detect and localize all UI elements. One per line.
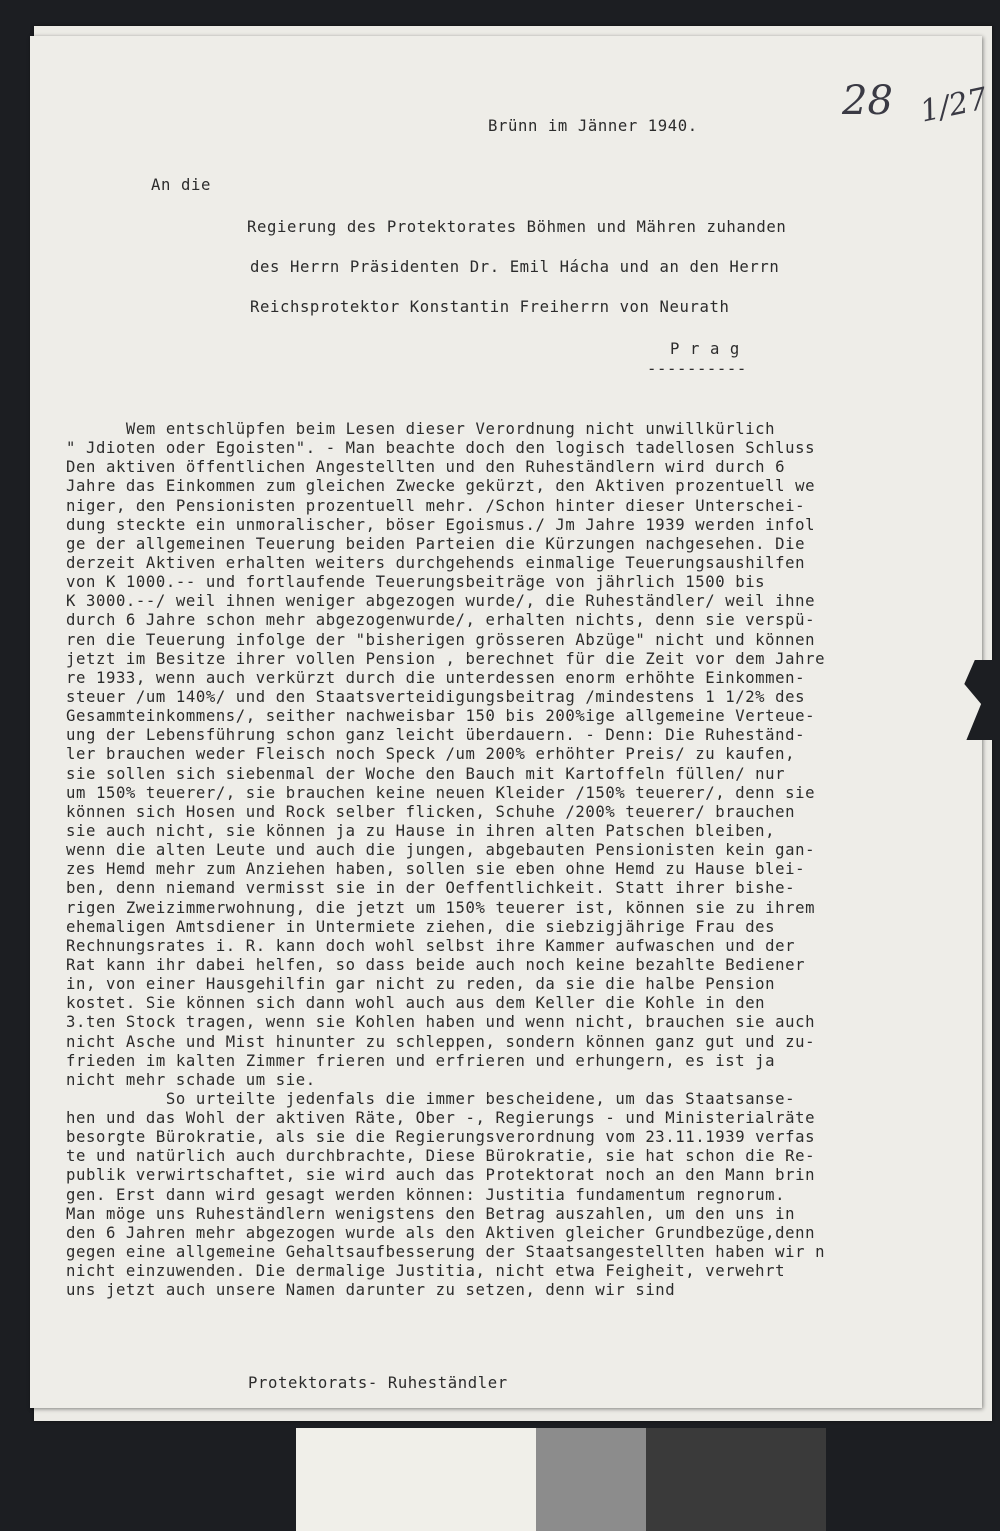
body-line: dung steckte ein unmoralischer, böser Egoismus./ Jm Jahre 1939 werden infol — [66, 515, 816, 534]
body-line: den 6 Jahren mehr abgezogen wurde als den Aktiven gleicher Grundbezüge,denn — [66, 1223, 816, 1242]
body-line: frieden im kalten Zimmer frieren und erfrieren und erhungern, es ist ja — [66, 1051, 776, 1070]
body-line: derzeit Aktiven erhalten weiters durchgehends einmalige Teuerungsaushilfen — [66, 553, 806, 572]
body-line: nicht mehr schade um sie. — [66, 1070, 316, 1089]
address-line-1: Regierung des Protektorates Böhmen und Mähren zuhanden — [247, 218, 787, 236]
body-line: ung der Lebensführung schon ganz leicht überdauern. - Denn: Die Ruheständ- — [66, 726, 806, 745]
handwritten-reference: 1/27 — [917, 81, 991, 130]
body-line: Rechnungsrates i. R. kann doch wohl selbst ihre Kammer aufwaschen und der — [66, 936, 796, 955]
body-line: durch 6 Jahre schon mehr abgezogenwurde/, erhalten nichts, denn sie verspü- — [66, 611, 816, 630]
body-line: ge der allgemeinen Teuerung beiden Parteien die Kürzungen nachgesehen. Die — [66, 534, 806, 553]
body-line: gen. Erst dann wird gesagt werden können: Justitia fundamentum regnorum. — [66, 1185, 786, 1204]
body-line: K 3000.--/ weil ihnen weniger abgezogen wurde/, die Ruheständler/ weil ihne — [66, 592, 816, 611]
body-line: te und natürlich auch durchbrachte, Diese Bürokratie, sie hat schon die Re- — [66, 1147, 816, 1166]
body-line: Wem entschlüpfen beim Lesen dieser Verordnung nicht unwillkürlich — [66, 420, 776, 438]
body-line: wenn die alten Leute und auch die jungen, abgebauten Pensionisten kein gan- — [66, 841, 816, 860]
body-line: uns jetzt auch unsere Namen darunter zu setzen, denn wir sind — [66, 1281, 676, 1300]
body-line: können sich Hosen und Rock selber flicken, Schuhe /200% teuerer/ brauchen — [66, 802, 796, 821]
body-line: ehemaligen Amtsdiener in Untermiete ziehen, die siebzigjährige Frau des — [66, 917, 776, 936]
date-line: Brünn im Jänner 1940. — [488, 117, 698, 135]
body-line: um 150% teuerer/, sie brauchen keine neuen Kleider /150% teuerer/, denn sie — [66, 783, 816, 802]
body-line: ben, denn niemand vermisst sie in der Oeffentlichkeit. Statt ihrer bishe- — [66, 879, 796, 898]
body-line: niger, den Pensionisten prozentuell mehr. /Schon hinter dieser Unterschei- — [66, 496, 806, 515]
body-line: So urteilte jedenfals die immer bescheidene, um das Staatsanse- — [66, 1089, 796, 1108]
address-line-3: Reichsprotektor Konstantin Freiherrn von Neurath — [250, 298, 730, 316]
body-line: gegen eine allgemeine Gehaltsaufbesserung der Staatsangestellten haben wir n — [66, 1243, 826, 1262]
body-line: nicht Asche und Mist hinunter zu schleppen, sondern können ganz gut und zu- — [66, 1032, 816, 1051]
address-salutation: An die — [151, 176, 211, 194]
handwritten-number: 28 — [842, 78, 893, 124]
body-line: Jahre das Einkommen zum gleichen Zwecke gekürzt, den Aktiven prozentuell we — [66, 477, 816, 496]
address-city-rule: ---------- — [647, 360, 747, 378]
body-line: sie sollen sich siebenmal der Woche den Bauch mit Kartoffeln füllen/ nur — [66, 764, 786, 783]
address-line-2: des Herrn Präsidenten Dr. Emil Hácha und an den Herrn — [250, 258, 780, 276]
body-line: 3.ten Stock tragen, wenn sie Kohlen haben und wenn nicht, brauchen sie auch — [66, 1013, 816, 1032]
body-line: ler brauchen weder Fleisch noch Speck /um 200% erhöhter Preis/ zu kaufen, — [66, 745, 796, 764]
body-line: Gesammteinkommens/, seither nachweisbar 150 bis 200%ige allgemeine Verteue- — [66, 707, 816, 726]
letter-body — [66, 420, 976, 1300]
body-line: publik verwirtschaftet, sie wird auch das Protektorat noch an den Mann brin — [66, 1166, 816, 1185]
body-line: kostet. Sie können sich dann wohl auch aus dem Keller die Kohle in den — [66, 994, 766, 1013]
body-line: sie auch nicht, sie können ja zu Hause in ihren alten Patschen bleiben, — [66, 821, 776, 840]
calibration-white-patch — [296, 1428, 536, 1531]
body-line: besorgte Bürokratie, als sie die Regierungsverordnung vom 23.11.1939 verfas — [66, 1128, 816, 1147]
address-city: P r a g — [670, 340, 740, 358]
body-line: Rat kann ihr dabei helfen, so dass beide auch noch keine bezahlte Bediener — [66, 955, 806, 974]
body-line: in, von einer Hausgehilfin gar nicht zu reden, da sie die halbe Pension — [66, 975, 776, 994]
body-line: Man möge uns Ruheständlern wenigstens den Betrag auszahlen, um den uns in — [66, 1204, 796, 1223]
signature-line: Protektorats- Ruheständler — [248, 1374, 508, 1392]
body-line: von K 1000.-- und fortlaufende Teuerungsbeiträge von jährlich 1500 bis — [66, 573, 766, 592]
calibration-gray-patch — [536, 1428, 646, 1531]
body-line: zes Hemd mehr zum Anziehen haben, sollen sie eben ohne Hemd zu Hause blei- — [66, 860, 806, 879]
body-line: Den aktiven öffentlichen Angestellten und den Ruheständlern wird durch 6 — [66, 458, 786, 477]
body-line: ren die Teuerung infolge der "bisherigen grösseren Abzüge" nicht und können — [66, 630, 816, 649]
body-line: nicht einzuwenden. Die dermalige Justitia, nicht etwa Feigheit, verwehrt — [66, 1262, 786, 1281]
body-line: hen und das Wohl der aktiven Räte, Ober -, Regierungs - und Ministerialräte — [66, 1109, 816, 1128]
body-line: steuer /um 140%/ und den Staatsverteidigungsbeitrag /mindestens 1 1/2% des — [66, 687, 806, 706]
body-line: " Jdioten oder Egoisten". - Man beachte doch den logisch tadellosen Schluss — [66, 439, 816, 458]
body-line: rigen Zweizimmerwohnung, die jetzt um 150% teuerer ist, können sie zu ihrem — [66, 898, 816, 917]
body-line: re 1933, wenn auch verkürzt durch die unterdessen enorm erhöhte Einkommen- — [66, 668, 806, 687]
body-line: jetzt im Besitze ihrer vollen Pension , berechnet für die Zeit vor dem Jahre — [66, 649, 826, 668]
calibration-dark-patch — [646, 1428, 826, 1531]
